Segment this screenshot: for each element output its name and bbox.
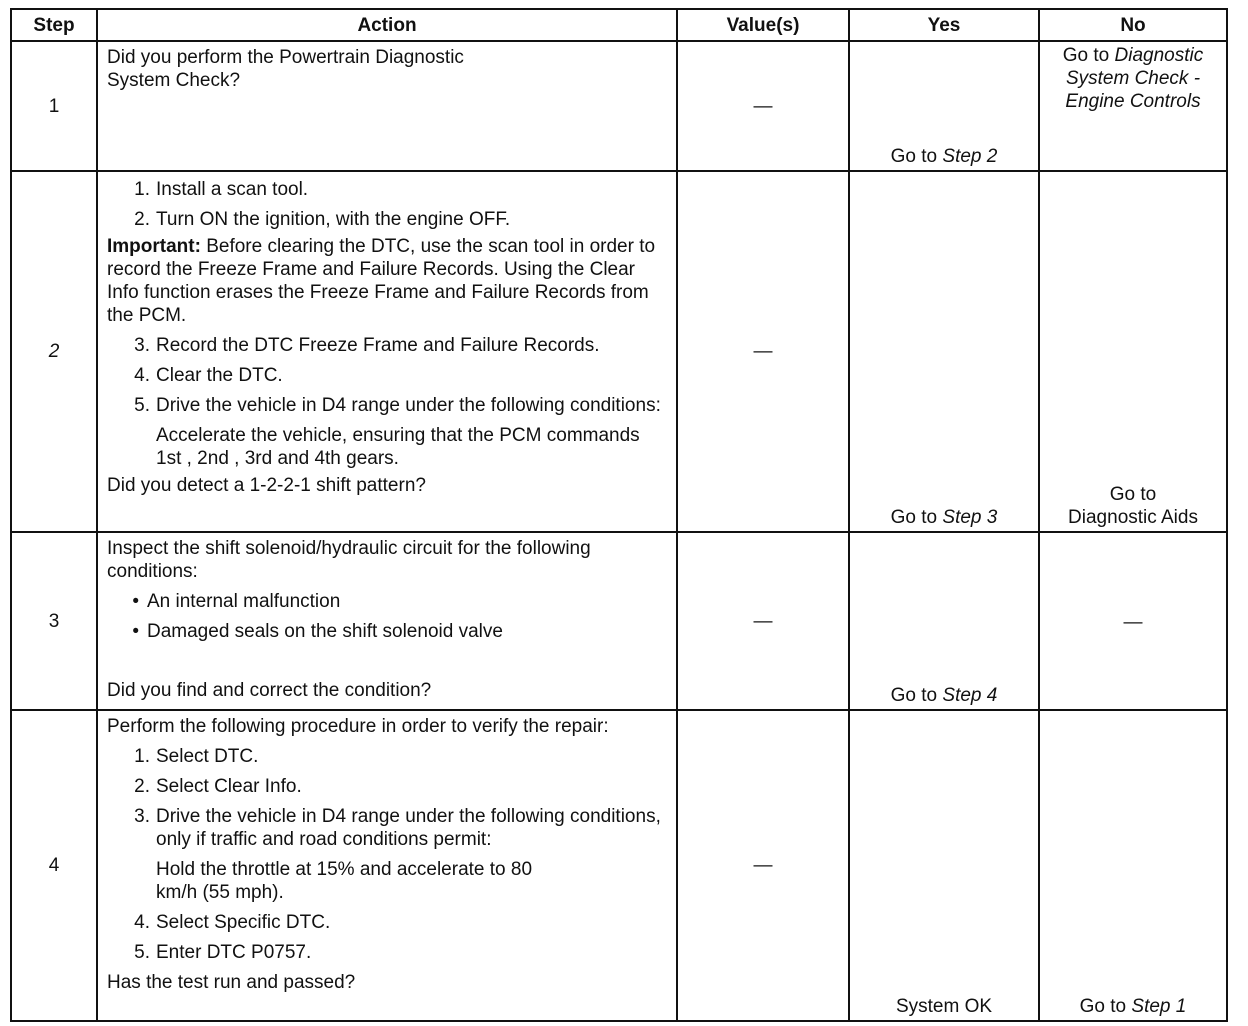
action-cell (97, 41, 677, 171)
no-text[interactable]: Go to Diagnostic Aids (1068, 484, 1198, 528)
yes-step-link[interactable]: Step 4 (942, 685, 998, 706)
no-cell: — (1039, 532, 1227, 710)
no-step-link[interactable]: Step 1 (1131, 996, 1187, 1017)
no-cell[interactable] (1039, 710, 1227, 1021)
list-item: 4. Clear the DTC. (134, 365, 283, 386)
yes-prefix: Go to (890, 146, 943, 167)
question-text: Has the test run and passed? (107, 972, 356, 993)
yes-prefix: Go to (890, 685, 943, 706)
list-item: 1. Select DTC. (134, 746, 259, 767)
step-number: 2 (11, 171, 97, 532)
header-action: Action (97, 9, 677, 41)
header-row (11, 9, 1227, 41)
no-cell[interactable] (1039, 171, 1227, 532)
list-item: 3. Drive the vehicle in D4 range under the following conditions, only if traffic and road conditions permit: (134, 806, 661, 850)
question-text: Did you detect a 1-2-2-1 shift pattern? (107, 475, 426, 496)
value-cell: — (677, 710, 849, 1021)
list-item: 3. Record the DTC Freeze Frame and Failure Records. (134, 335, 600, 356)
question-text: Did you find and correct the condition? (107, 680, 432, 701)
step-number: 4 (11, 710, 97, 1021)
value-cell: — (677, 171, 849, 532)
sub-instruction: Hold the throttle at 15% and accelerate to 80 km/h (55 mph). (156, 859, 533, 903)
list-item: • An internal malfunction (132, 591, 341, 612)
list-item: • Damaged seals on the shift solenoid valve (132, 621, 503, 642)
action-cell (97, 532, 677, 710)
list-item: 5. Drive the vehicle in D4 range under the following conditions: (134, 395, 661, 416)
step-number: 3 (11, 532, 97, 710)
diagnostic-table (10, 8, 1228, 1022)
list-item: 2. Turn ON the ignition, with the engine OFF. (134, 209, 511, 230)
header-step: Step (11, 9, 97, 41)
list-item: 4. Select Specific DTC. (134, 912, 331, 933)
yes-prefix: Go to (890, 507, 943, 528)
intro-text: Perform the following procedure in order to verify the repair: (107, 716, 609, 737)
table-row-step-4 (11, 710, 1227, 1021)
header-yes: Yes (849, 9, 1039, 41)
no-link[interactable]: Diagnostic System Check - Engine Controls (1065, 45, 1204, 112)
yes-step-link[interactable]: Step 3 (942, 507, 998, 528)
yes-cell[interactable] (849, 171, 1039, 532)
important-note: Important: Before clearing the DTC, use the scan tool in order to record the Freeze Frame and Failure Records. Using the Clear Info function erases the Freeze Frame and Failure Records from the PCM. (107, 236, 656, 326)
action-cell (97, 710, 677, 1021)
no-prefix: Go to (1079, 996, 1132, 1017)
yes-cell[interactable] (849, 41, 1039, 171)
no-prefix: Go to (1062, 45, 1115, 66)
list-item: 2. Select Clear Info. (134, 776, 302, 797)
action-cell (97, 171, 677, 532)
no-cell[interactable] (1039, 41, 1227, 171)
header-values: Value(s) (677, 9, 849, 41)
list-item: 5. Enter DTC P0757. (134, 942, 312, 963)
sub-instruction: Accelerate the vehicle, ensuring that the PCM commands 1st , 2nd , 3rd and 4th gears. (156, 425, 640, 469)
value-cell: — (677, 532, 849, 710)
step-number: 1 (11, 41, 97, 171)
yes-cell[interactable] (849, 532, 1039, 710)
yes-cell[interactable]: System OK (849, 710, 1039, 1021)
table-row-step-3 (11, 532, 1227, 710)
table-row-step-1 (11, 41, 1227, 171)
question-text: Did you perform the Powertrain Diagnostic System Check? (107, 47, 464, 91)
intro-text: Inspect the shift solenoid/hydraulic circuit for the following conditions: (107, 538, 591, 582)
header-no: No (1039, 9, 1227, 41)
yes-step-link[interactable]: Step 2 (942, 146, 998, 167)
table-row-step-2 (11, 171, 1227, 532)
value-cell: — (677, 41, 849, 171)
list-item: 1. Install a scan tool. (134, 179, 309, 200)
